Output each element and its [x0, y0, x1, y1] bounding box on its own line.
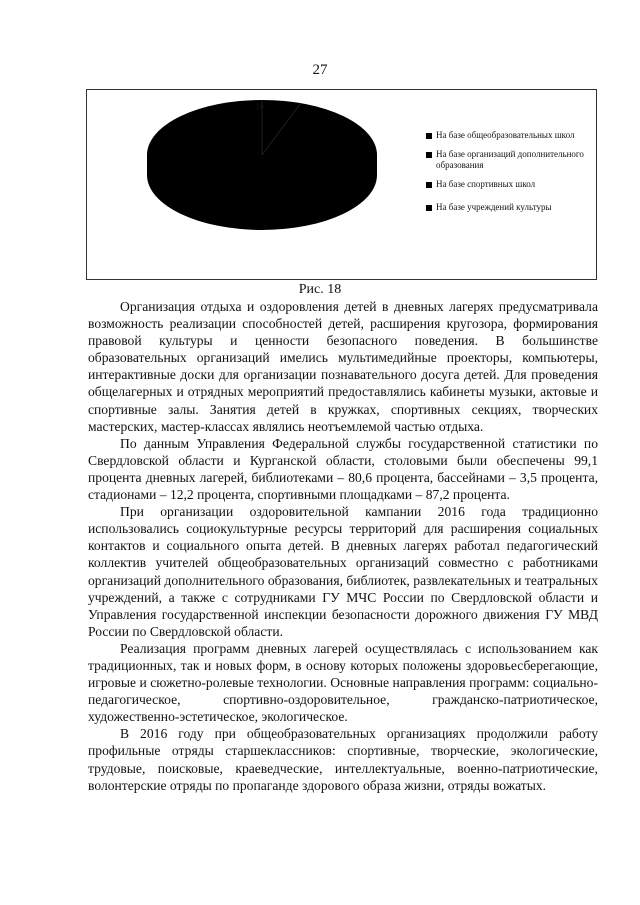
legend-swatch — [426, 205, 432, 211]
paragraph: При организации оздоровительной кампании 2016 года традиционно использовались социокультурные ресурсы территорий для расширения социальных контактов и социального опыта детей. В дневных лагерях работал педагогический коллектив учителей общеобразовательных организаций совместно с работниками организаций дополнительного образования, библиотек, развлекательных и театральных учреждений, а также с сотрудниками ГУ МЧС России по Свердловской области и Управления государственной инспекции безопасности дорожного движения ГУ МВД России по Свердловской области. — [88, 504, 598, 639]
chart-legend — [426, 130, 596, 221]
legend-swatch — [426, 133, 432, 139]
paragraph: Организация отдыха и оздоровления детей в дневных лагерях предусматривала возможность реализации способностей детей, расширения кругозора, формирования правовой культуры и ценности безопасного поведения. В большинстве образовательных организаций имелись мультимедийные проекторы, компьютеры, интерактивные доски для организации познавательного досуга детей. Для проведения общелагерных и отрядных мероприятий предоставлялись кабинеты музыки, актовые и спортивные залы. Занятия детей в кружках, спортивных секциях, творческих мастерских, мастер-классах являлись неотъемлемой частью отдыха. — [88, 299, 598, 434]
legend-swatch — [426, 182, 432, 188]
legend-item — [426, 149, 596, 171]
legend-item — [426, 202, 596, 213]
legend-item — [426, 130, 596, 141]
paragraph: В 2016 году при общеобразовательных организациях продолжили работу профильные отряды старшеклассников: спортивные, творческие, экологические, трудовые, поисковые, краеведческие, интеллектуальные, военно-патриотические, волонтерские отряды по пропаганде здорового образа жизни, отряды вожатых. — [88, 726, 598, 793]
paragraph: Реализация программ дневных лагерей осуществлялась с использованием как традиционных, так и новых форм, в основу которых положены здоровьесберегающие, игровые и сюжетно-ролевые технологии. Основные направления программ: социально-педагогическое, спортивно-оздоровительное, гражданско-патриотическое, художественно-эстетическое, экологическое. — [88, 640, 598, 725]
legend-label: На базе спортивных школ — [436, 179, 536, 189]
body-text — [88, 298, 598, 794]
paragraph: По данным Управления Федеральной службы государственной статистики по Свердловской области и Курганской области, столовыми были обеспечены 99,1 процента дневных лагерей, библиотеками – 80,6 процента, бассейнами – 3,5 процента, стадионами – 12,2 процента, спортивными площадками – 87,2 процента. — [88, 435, 598, 503]
legend-item — [426, 179, 596, 190]
legend-swatch — [426, 152, 432, 158]
page-number: 27 — [312, 62, 328, 78]
figure-caption: Рис. 18 — [298, 282, 342, 297]
pie-label: 16 — [255, 102, 264, 111]
pie-chart-frame — [86, 89, 597, 280]
legend-label: На базе общеобразовательных школ — [436, 130, 575, 140]
legend-label: На базе учреждений культуры — [436, 202, 552, 212]
legend-label: На базе организаций дополнительного образования — [436, 149, 584, 170]
